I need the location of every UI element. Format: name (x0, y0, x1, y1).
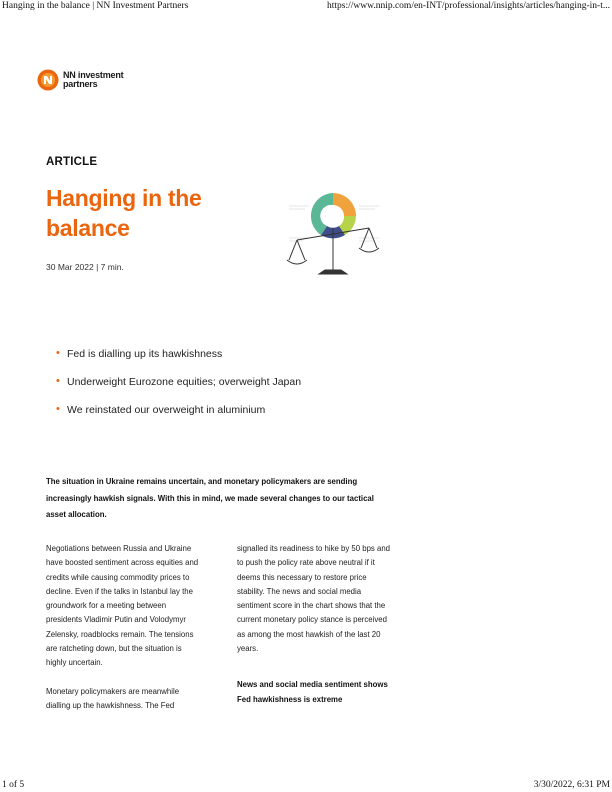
article-lead: The situation in Ukraine remains uncertain, and monetary policymakers are sending increasingly hawkish signals. With this in mind, we made several changes to our tactical asset allocation. (46, 477, 374, 519)
browser-url[interactable]: https://www.nnip.com/en-INT/professional/insights/articles/hanging-in-t... (326, 1, 610, 11)
logo-line-1: NN investment (63, 70, 124, 80)
article-meta: 30 Mar 2022 | 7 min. (46, 262, 124, 272)
print-datetime: 3/30/2022, 6:31 PM (533, 780, 610, 790)
highlight-item: • Underweight Eurozone equities; overweight Japan (56, 376, 301, 404)
nn-lion-icon (37, 69, 59, 91)
body-paragraph: Monetary policymakers are meanwhile dialling up the hawkishness. The Fed (46, 686, 180, 710)
logo-line-2: partners (63, 79, 98, 89)
browser-page-title: Hanging in the balance | NN Investment Partners (2, 1, 189, 11)
body-paragraph: signalled its readiness to hike by 50 bps and to push the policy rate above neutral if it deems this necessary to restore price stability. The news and social media sentiment score in the chart shows that the current monetary policy stance is perceived as among the most hawkish of the last 20 years. (237, 544, 391, 654)
highlight-item: • We reinstated our overweight in aluminium (56, 404, 301, 432)
chart-subheading: News and social media sentiment shows Fed hawkishness is extreme (237, 680, 388, 704)
highlight-item: • Fed is dialling up its hawkishness (56, 348, 301, 376)
body-column-left (46, 542, 204, 713)
article-highlights (56, 348, 301, 432)
article-title: Hanging in the balance (46, 185, 202, 241)
hero-balance-illustration (283, 188, 383, 278)
print-page-count: 1 of 5 (2, 780, 25, 790)
article-kicker: ARTICLE (46, 156, 98, 168)
body-paragraph: Negotiations between Russia and Ukraine have boosted sentiment across equities and credits while causing commodity prices to decline. Even if the talks in Istanbul lay the groundwork for a meeting between presidents Vladimir Putin and Volodymyr Zelensky, roadblocks remain. The tensions are ratcheting down, but the situation is highly uncertain. (46, 544, 199, 668)
nn-logo[interactable] (37, 69, 123, 91)
body-column-right (237, 542, 395, 707)
